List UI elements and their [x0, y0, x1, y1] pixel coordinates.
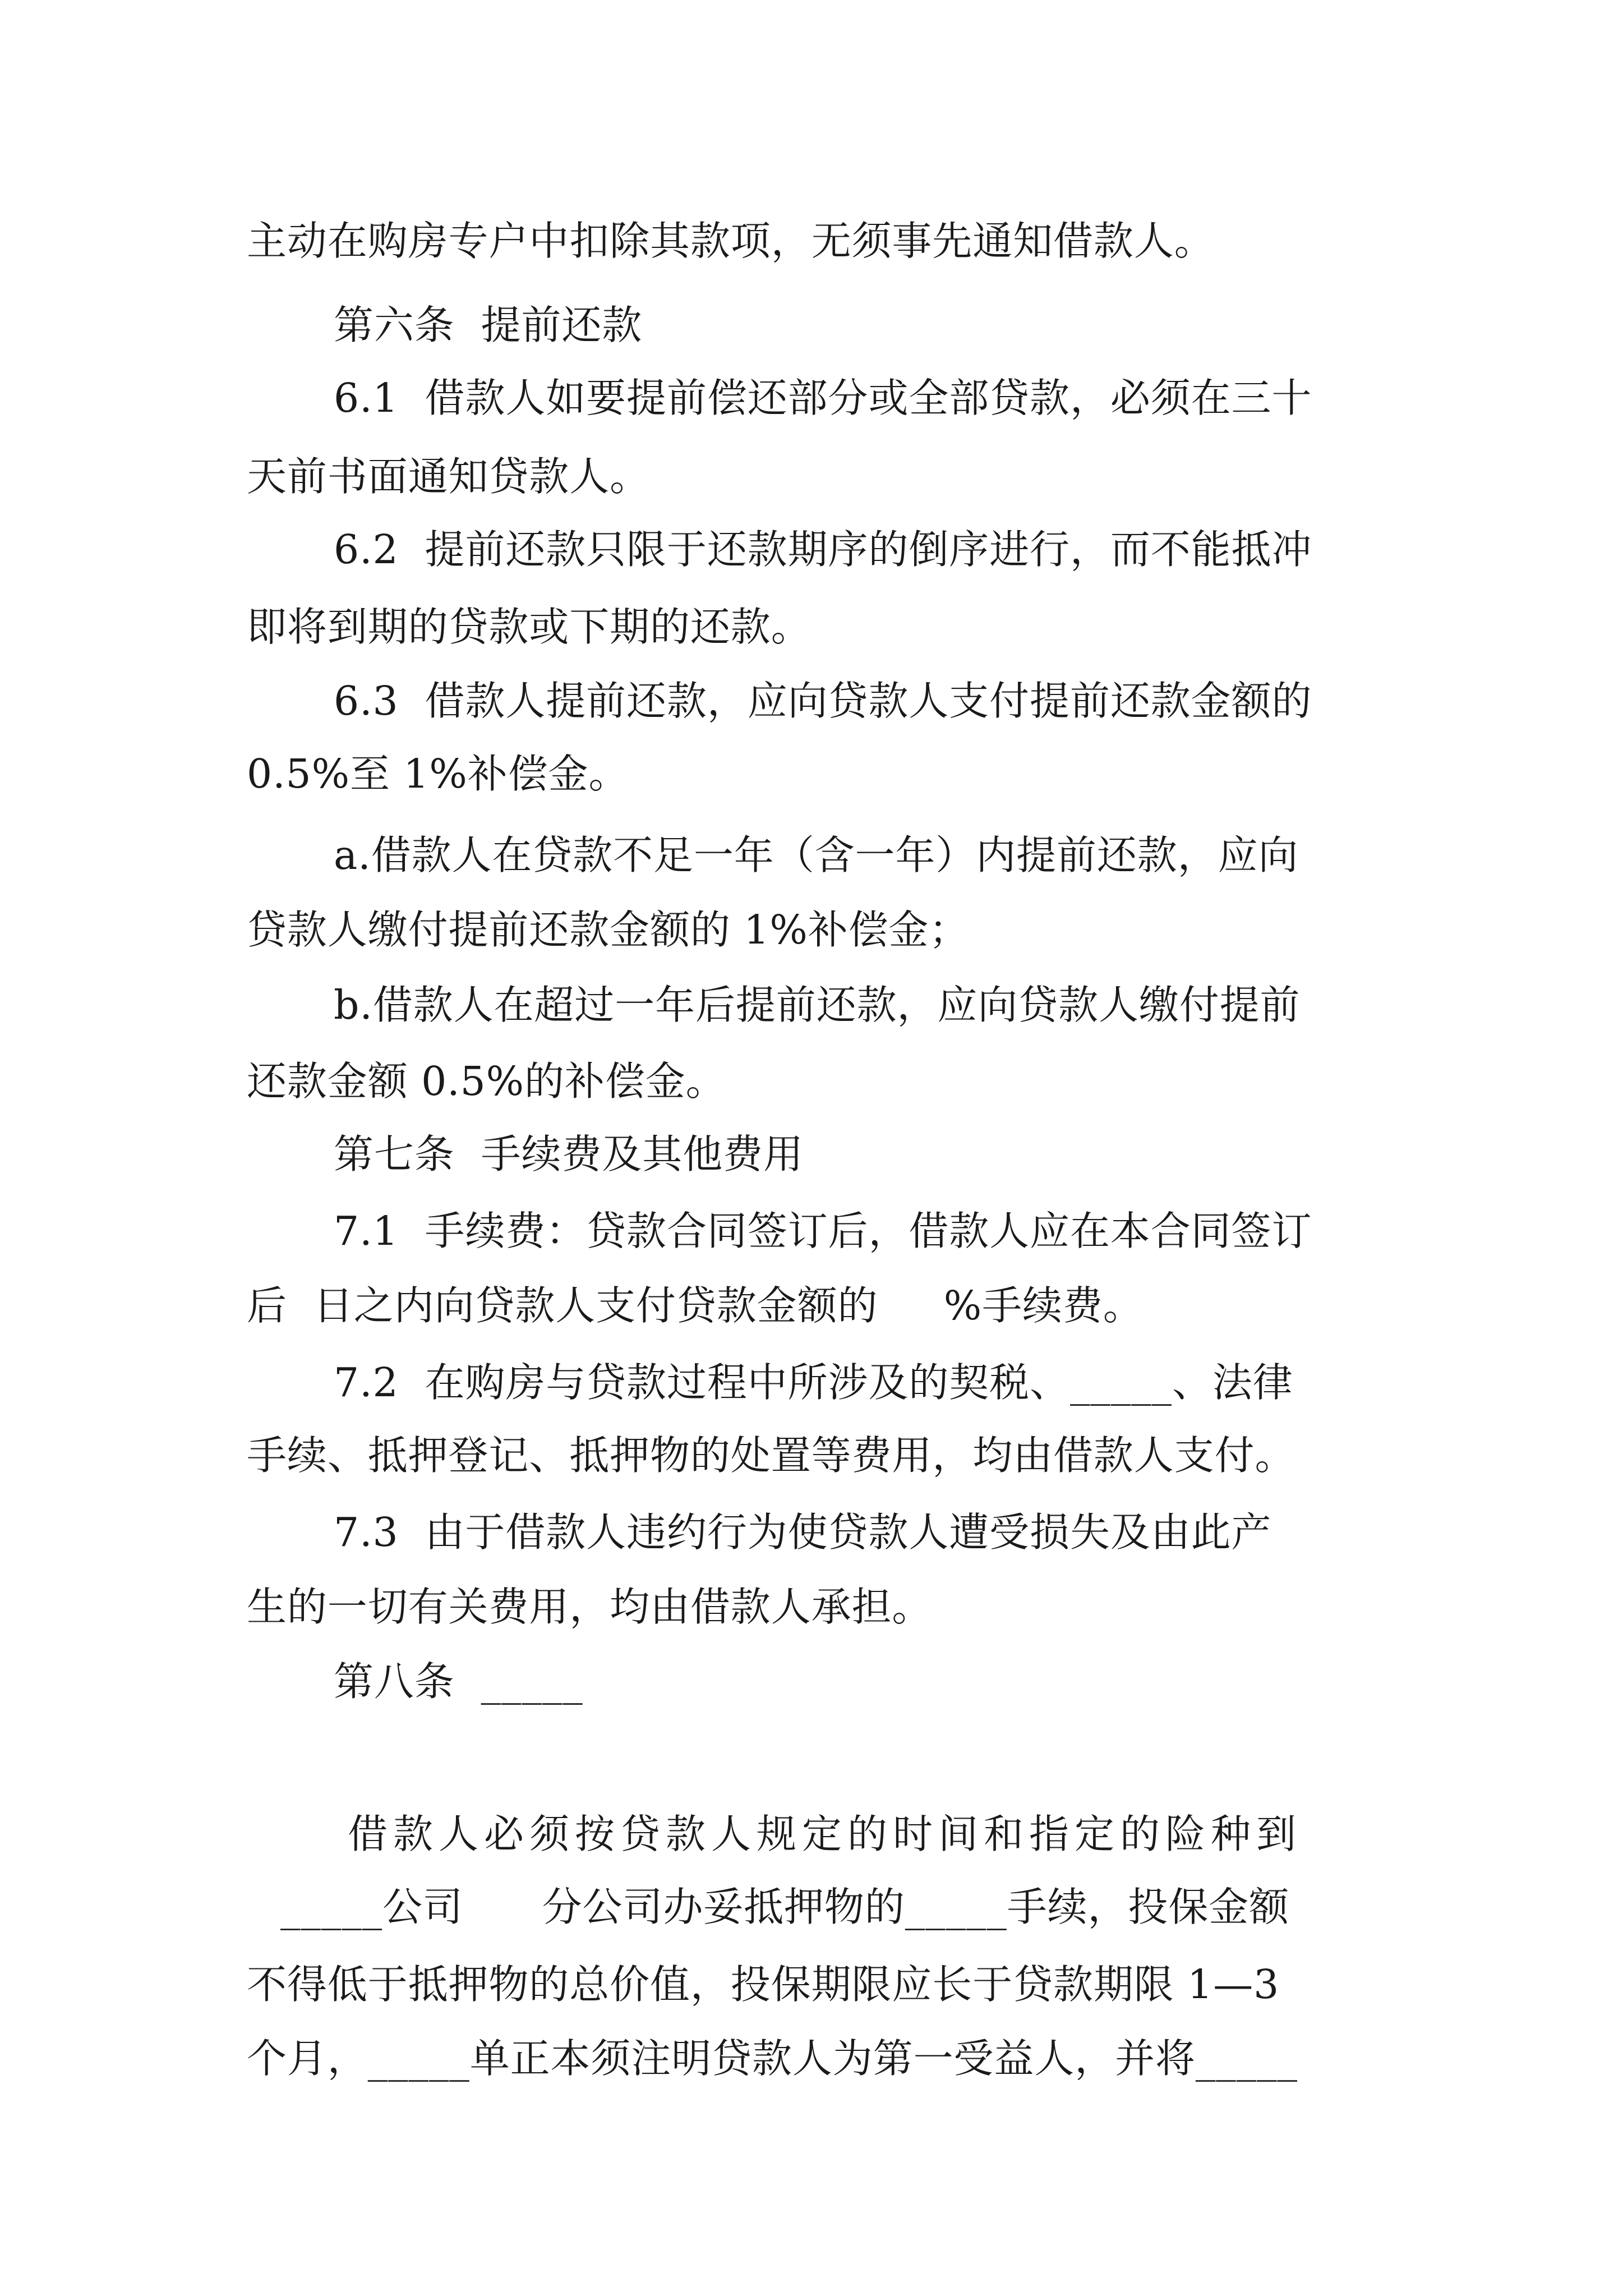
- paragraph-line: 手续、抵押登记、抵押物的处置等费用，均由借款人支付。: [247, 1432, 1295, 1479]
- article-heading: 第六条 提前还款: [334, 302, 643, 348]
- clause-line: 6.1 借款人如要提前偿还部分或全部贷款，必须在三十: [334, 375, 1312, 421]
- paragraph-line: 0.5%至 1%补偿金。: [247, 751, 629, 797]
- paragraph-line: _____公司 分公司办妥抵押物的_____手续，投保金额: [280, 1884, 1290, 1930]
- clause-line: a.借款人在贷款不足一年（含一年）内提前还款，应向: [334, 832, 1299, 878]
- paragraph-line: 即将到期的贷款或下期的还款。: [247, 604, 811, 650]
- paragraph-line: 还款金额 0.5%的补偿金。: [247, 1058, 726, 1105]
- paragraph-line: 后 日之内向贷款人支付贷款金额的 %手续费。: [247, 1282, 1144, 1329]
- paragraph-line: 天前书面通知贷款人。: [247, 453, 651, 500]
- clause-line: b.借款人在超过一年后提前还款，应向贷款人缴付提前: [334, 982, 1301, 1028]
- clause-line: 6.3 借款人提前还款，应向贷款人支付提前还款金额的: [334, 678, 1312, 724]
- paragraph-line: 不得低于抵押物的总价值，投保期限应长于贷款期限 1—3: [247, 1961, 1280, 2008]
- clause-line: 借款人必须按贷款人规定的时间和指定的险种到: [348, 1811, 1302, 1857]
- paragraph-line: 贷款人缴付提前还款金额的 1%补偿金；: [247, 907, 970, 953]
- article-heading: 第八条 _____: [334, 1658, 583, 1705]
- paragraph-line: 主动在购房专户中扣除其款项，无须事先通知借款人。: [247, 218, 1215, 264]
- paragraph-line: 个月，_____单正本须注明贷款人为第一受益人，并将_____: [247, 2035, 1298, 2082]
- article-heading: 第七条 手续费及其他费用: [334, 1131, 804, 1177]
- clause-line: 7.3 由于借款人违约行为使贷款人遭受损失及由此产: [334, 1509, 1272, 1556]
- clause-line: 6.2 提前还款只限于还款期序的倒序进行，而不能抵冲: [334, 526, 1312, 573]
- clause-line: 7.2 在购房与贷款过程中所涉及的契税、_____、法律: [334, 1359, 1293, 1406]
- paragraph-line: 生的一切有关费用，均由借款人承担。: [247, 1584, 933, 1630]
- clause-line: 7.1 手续费：贷款合同签订后，借款人应在本合同签订: [334, 1208, 1312, 1254]
